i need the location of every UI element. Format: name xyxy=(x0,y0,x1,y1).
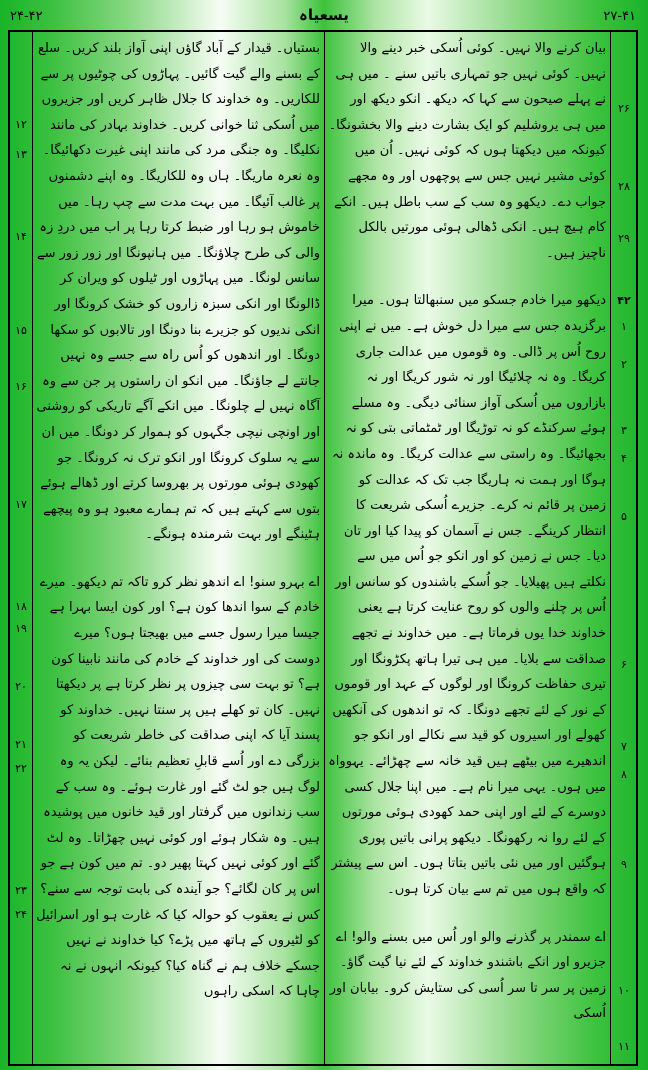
verse-number: ۸ xyxy=(621,768,627,781)
left-text-column xyxy=(36,36,320,1005)
verse-number: ۲۲ xyxy=(15,762,27,775)
chapter-marker: ۴۲ xyxy=(617,294,631,307)
verse-number: ۶ xyxy=(621,658,627,671)
right-column-paragraph-2: دیکھو میرا خادم جسکو میں سنبھالتا ہوں۔ میرا برگزیدہ جس سے میرا دل خوش ہے۔ میں نے اپنی روح اُس پر ڈالی۔ وہ قوموں میں عدالت جاری کریگا۔ وہ نہ چلائیگا اور نہ شور کریگا اور نہ بازاروں میں اُسکی آواز سنائی دیگی۔ وہ مسلے ہوئے سرکنڈے کو نہ توڑیگا اور ٹمٹماتی بتی کو نہ بجھائیگا۔ وہ راستی سے عدالت کریگا۔ وہ ماندہ نہ ہوگا اور ہمت نہ ہاریگا جب تک کہ عدالت کو زمین پر قائم نہ کرے۔ جزیرے اُسکی شریعت کا انتظار کرینگے۔ جس نے آسمان کو پیدا کیا اور تان دیا۔ جس نے زمین کو اور انکو جو اُس میں سے نکلتے ہیں پھیلایا۔ جو اُسکے باشندوں کو سانس اور اُس پر چلنے والوں کو روح عنایت کرتا ہے یعنی خداوند خدا یوں فرماتا ہے۔ میں خداوند نے تجھے صداقت سے بلایا۔ میں ہی تیرا ہاتھ پکڑونگا اور تیری حفاظت کرونگا اور لوگوں کے عہد اور قوموں کے نور کے لئے تجھے دونگا۔ کہ تو اندھوں کی آنکھیں کھولے اور اسیروں کو قید سے نکالے اور انکو جو اندھیرے میں بیٹھے ہیں قید خانہ سے چھڑائے۔ یہوواہ میں ہوں۔ یہی میرا نام ہے۔ میں اپنا جلال کسی دوسرے کے لئے اور اپنی حمد کھودی ہوئی مورتوں کے لئے روا نہ رکھونگا۔ دیکھو پرانی باتیں پوری ہوگئیں اور میں نئی باتیں بتاتا ہوں۔ اس سے پیشتر کہ واقع ہوں میں تم سے بیان کرتا ہوں۔ xyxy=(328,293,606,897)
verse-number: ۲۸ xyxy=(618,180,630,193)
verse-number: ۱۶ xyxy=(15,380,27,393)
verse-number: ۱ xyxy=(621,320,627,333)
verse-number: ۳ xyxy=(621,424,627,437)
column-divider xyxy=(324,32,325,1064)
verse-number: ۷ xyxy=(621,740,627,753)
verse-number: ۱۱ xyxy=(618,1040,630,1053)
verse-number: ۲۰ xyxy=(15,680,27,693)
verse-number: ۱۸ xyxy=(15,600,27,613)
verse-number: ۱۰ xyxy=(618,984,630,997)
verse-number: ۱۹ xyxy=(15,622,27,635)
verse-number: ۱۴ xyxy=(15,230,27,243)
right-column-paragraph-1: بیان کرنے والا نہیں۔ کوئی اُسکی خبر دینے والا نہیں۔ کوئی نہیں جو تمہاری باتیں سنے ۔ میں ہی نے پہلے صیحون سے کہا کہ دیکھ۔ انکو دیکھ اور میں ہی یروشلیم کو ایک بشارت دینے والا بخشونگا۔ کیونکہ میں دیکھتا ہوں کہ کوئی نہیں۔ اُن میں کوئی مشیر نہیں جس سے پوچھوں اور وہ مجھے جواب دے۔ دیکھو وہ سب کے سب باطل ہیں۔ انکے کام ہیچ ہیں۔ انکی ڈھالی ہوئی مورتیں بالکل ناچیز ہیں۔ xyxy=(328,41,606,261)
verse-number: ۲ xyxy=(621,358,627,371)
verse-number: ۱۲ xyxy=(15,118,27,131)
left-margin-divider xyxy=(32,32,33,1064)
verse-number: ۱۷ xyxy=(15,498,27,511)
page-header xyxy=(0,6,648,30)
header-chapter-range-right: ۲۷-۴۱ xyxy=(603,9,636,24)
verse-number: ۹ xyxy=(621,858,627,871)
verse-number: ۱۵ xyxy=(15,324,27,337)
verse-number: ۲۶ xyxy=(618,102,630,115)
verse-number: ۲۳ xyxy=(15,884,27,897)
header-chapter-range-left: ۲۴-۴۲ xyxy=(10,9,43,24)
verse-number: ۱۳ xyxy=(15,148,27,161)
left-column-paragraph-2: اے بہرو سنو! اے اندھو نظر کرو تاکہ تم دیکھو۔ میرے خادم کے سوا اندھا کون ہے؟ اور کون ایسا بہرا ہے جیسا میرا رسول جسے میں بھیجتا ہوں؟ میرے دوست کی اور خداوند کے خادم کی مانند نابینا کون ہے؟ تو بہت سی چیزوں پر نظر کرتا ہے پر دیکھتا نہیں۔ کان تو کھلے ہیں پر سنتا نہیں۔ خداوند کو پسند آیا کہ اپنی صداقت کی خاطر شریعت کو بزرگی دے اور اُسے قابلِ تعظیم بنائے۔ لیکن یہ وہ لوگ ہیں جو لٹ گئے اور غارت ہوئے۔ وہ سب کے سب زندانوں میں گرفتار اور قید خانوں میں پوشیدہ ہیں۔ وہ شکار ہوئے اور کوئی نہیں چھڑاتا۔ وہ لٹ گئے اور کوئی نہیں کہتا پھیر دو۔ تم میں کون ہے جو اس پر کان لگائے؟ جو آیندہ کی بابت توجہ سے سنے؟ کس نے یعقوب کو حوالہ کیا کہ غارت ہو اور اسرائیل کو لٹیروں کے ہاتھ میں پڑے؟ کیا خداوند نے نہیں جسکے خلاف ہم نے گناہ کیا؟ کیونکہ انہوں نے نہ چاہا کہ اسکی راہوں xyxy=(36,574,320,1000)
verse-number: ۲۴ xyxy=(15,908,27,921)
page-frame xyxy=(8,30,638,1066)
left-column-paragraph-1: بستیاں۔ قیدار کے آباد گاؤں اپنی آواز بلند کریں۔ سلع کے بسنے والے گیت گائیں۔ پہاڑوں کی چوٹیوں پر سے للکاریں۔ وہ خداوند کا جلال ظاہر کریں اور جزیروں میں اُسکی ثنا خوانی کریں۔ خداوند بہادر کی مانند نکلیگا۔ وہ جنگی مرد کی مانند اپنی غیرت دکھائیگا۔ وہ نعرہ ماریگا۔ ہاں وہ للکاریگا۔ وہ اپنے دشمنوں پر غالب آئیگا۔ میں بہت مدت سے چپ رہا۔ میں خاموش ہو رہا اور ضبط کرتا رہا پر اب میں دردِ زہ والی کی طرح چلاؤنگا۔ میں ہانپونگا اور زور زور سے سانس لونگا۔ میں پہاڑوں اور ٹیلوں کو ویران کر ڈالونگا اور انکی سبزہ زاروں کو خشک کرونگا اور انکی ندیوں کو جزیرے بنا دونگا اور تالابوں کو سکھا دونگا۔ اور اندھوں کو اُس راہ سے جسے وہ نہیں جانتے لے جاؤنگا۔ میں انکو ان راستوں پر جن سے وہ آگاہ نہیں لے چلونگا۔ میں انکے آگے تاریکی کو روشنی اور اونچی نیچی جگہوں کو ہموار کر دونگا۔ میں ان سے یہ سلوک کرونگا اور انکو ترک نہ کرونگا۔ جو کھودی ہوئی مورتوں پر بھروسا کرتے اور ڈھالے ہوئے بتوں سے کہتے ہیں کہ تم ہمارے معبود ہو وہ پیچھے ہٹینگے اور بہت شرمندہ ہونگے۔ xyxy=(36,41,320,543)
right-column-paragraph-3: اے سمندر پر گذرنے والو اور اُس میں بسنے والو! اے جزیرو اور انکے باشندو خداوند کے لئے نیا گیت گاؤ۔ زمین پر سر تا سر اُسی کی ستایش کرو۔ بیابان اور اُسکی xyxy=(329,929,606,1022)
verse-number: ۴ xyxy=(621,452,627,465)
verse-number: ۲۹ xyxy=(618,232,630,245)
verse-number: ۵ xyxy=(621,510,627,523)
right-text-column xyxy=(328,36,606,1027)
verse-number: ۲۱ xyxy=(15,738,27,751)
page-title: یسعیاہ xyxy=(299,6,349,24)
